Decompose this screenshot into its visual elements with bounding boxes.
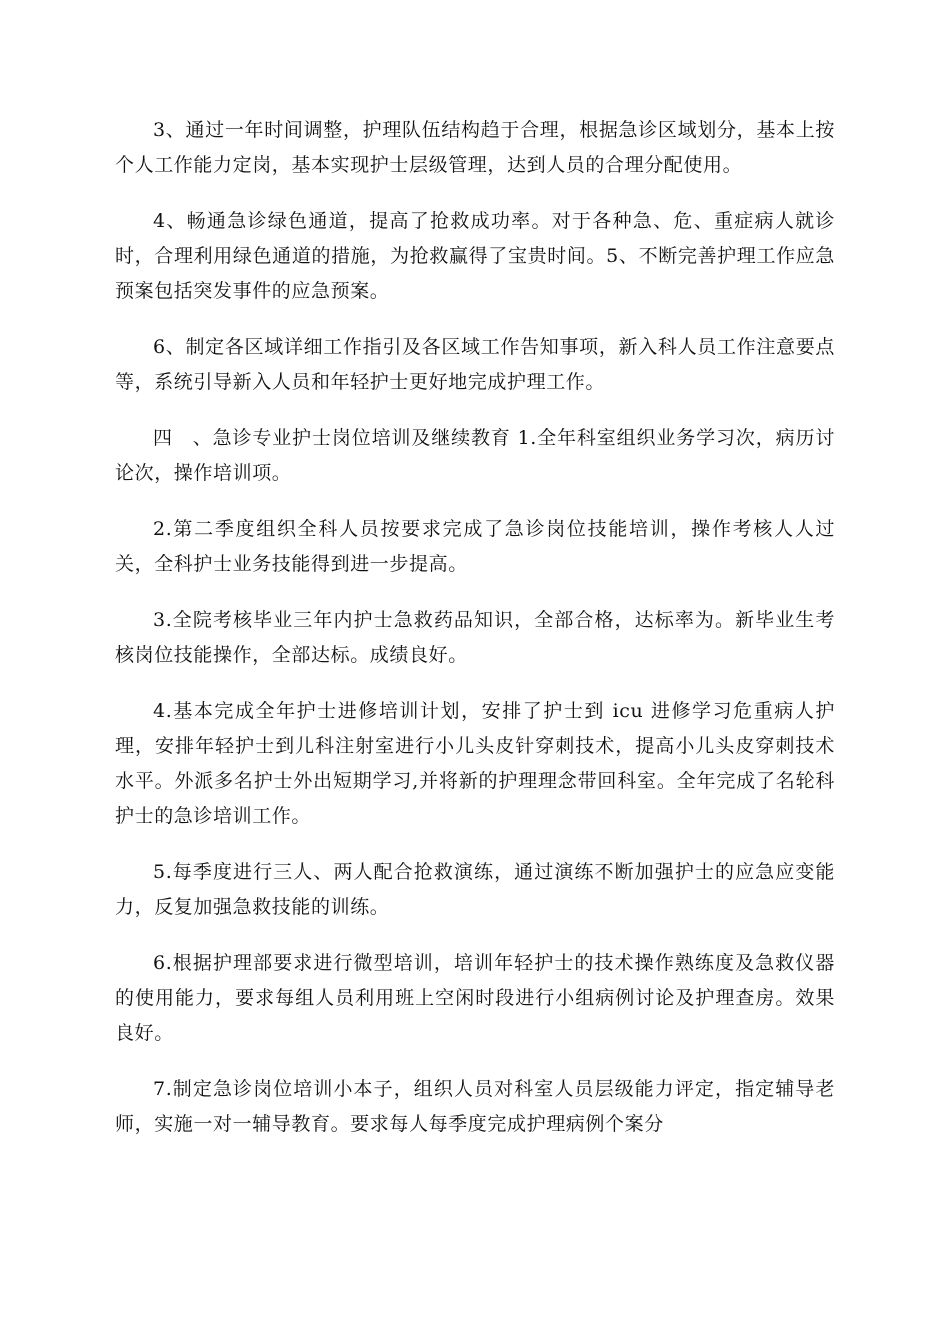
paragraph-area-guidelines: 6、制定各区域详细工作指引及各区域工作告知事项，新入科人员工作注意要点等，系统引导新入人员和年轻护士更好地完成护理工作。	[115, 336, 835, 393]
document-body	[115, 113, 835, 1163]
paragraph-drug-knowledge-exam: 3.全院考核毕业三年内护士急救药品知识，全部合格，达标率为。新毕业生考核岗位技能操作，全部达标。成绩良好。	[115, 609, 835, 666]
paragraph-green-channel: 4、畅通急诊绿色通道，提高了抢救成功率。对于各种急、危、重症病人就诊时，合理利用绿色通道的措施，为抢救赢得了宝贵时间。5、不断完善护理工作应急预案包括突发事件的应急预案。	[115, 210, 835, 302]
paragraph-section-four-training: 四 、急诊专业护士岗位培训及继续教育 1.全年科室组织业务学习次，病历讨论次，操作培训项。	[115, 427, 835, 484]
paragraph-training-booklet: 7.制定急诊岗位培训小本子，组织人员对科室人员层级能力评定，指定辅导老师，实施一对一辅导教育。要求每人每季度完成护理病例个案分	[115, 1078, 835, 1135]
paragraph-further-study-plan: 4.基本完成全年护士进修培训计划，安排了护士到 icu 进修学习危重病人护理，安排年轻护士到儿科注射室进行小儿头皮针穿刺技术，提高小儿头皮穿刺技术水平。外派多名护士外出短期学习,并将新的护理理念带回科室。全年完成了名轮科护士的急诊培训工作。	[115, 700, 835, 827]
paragraph-rescue-drills: 5.每季度进行三人、两人配合抢救演练，通过演练不断加强护士的应急应变能力，反复加强急救技能的训练。	[115, 861, 835, 918]
paragraph-skills-training: 2.第二季度组织全科人员按要求完成了急诊岗位技能培训，操作考核人人过关，全科护士业务技能得到进一步提高。	[115, 518, 835, 575]
paragraph-staffing-structure: 3、通过一年时间调整，护理队伍结构趋于合理，根据急诊区域划分，基本上按个人工作能力定岗，基本实现护士层级管理，达到人员的合理分配使用。	[115, 119, 835, 176]
paragraph-micro-training: 6.根据护理部要求进行微型培训，培训年轻护士的技术操作熟练度及急救仪器的使用能力，要求每组人员利用班上空闲时段进行小组病例讨论及护理查房。效果良好。	[115, 952, 835, 1044]
